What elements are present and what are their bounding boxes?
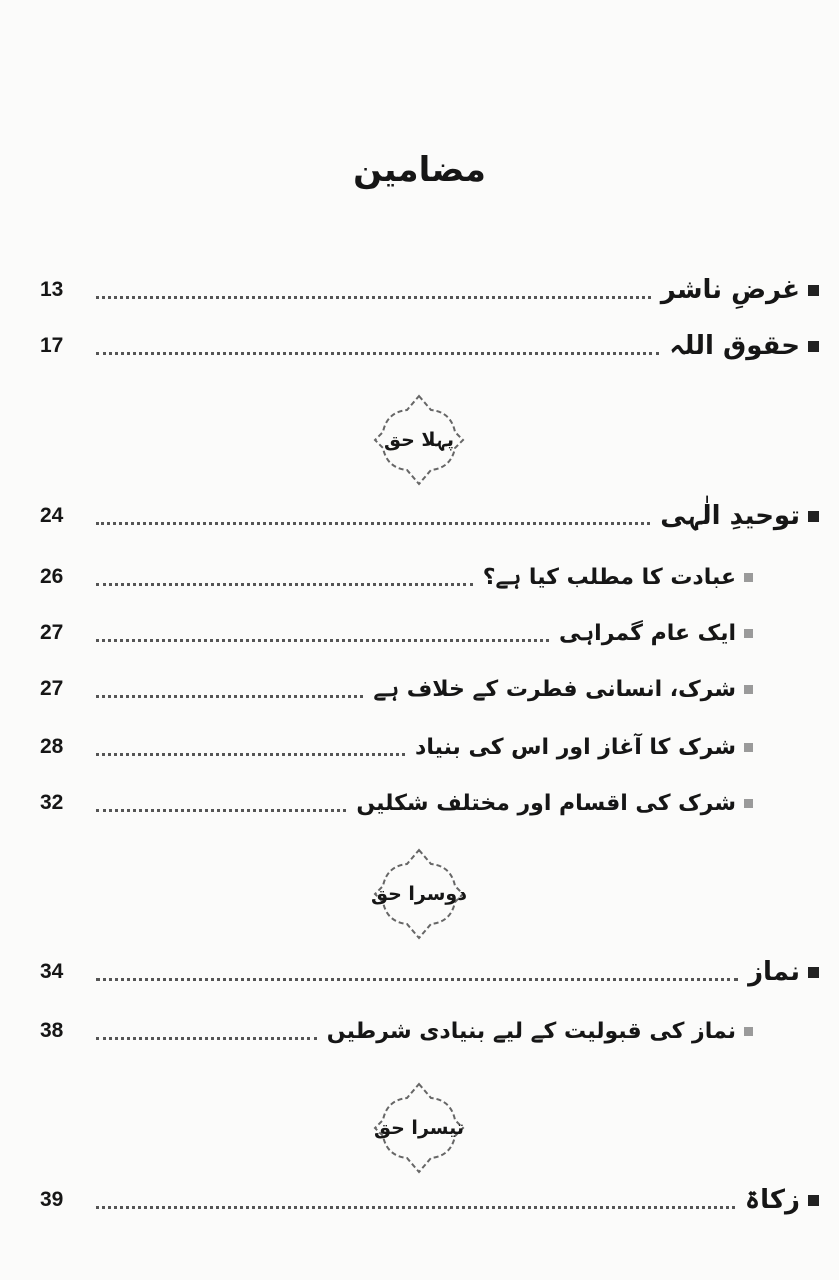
toc-page-number: 28 <box>40 735 64 758</box>
square-bullet-icon <box>744 743 753 752</box>
dot-leader <box>96 1037 317 1040</box>
toc-entry-title: شرک کی اقسام اور مختلف شکلیں <box>356 790 736 816</box>
toc-page-number: 34 <box>40 960 64 983</box>
toc-entry[interactable] <box>40 326 819 366</box>
toc-page-number: 13 <box>40 278 64 301</box>
square-bullet-icon <box>744 573 753 582</box>
toc-subentry[interactable] <box>40 727 753 767</box>
dot-leader <box>96 978 738 981</box>
toc-entry[interactable] <box>40 270 819 310</box>
section-badge <box>371 1080 467 1176</box>
dot-leader <box>96 809 346 812</box>
square-bullet-icon <box>808 1195 819 1206</box>
dot-leader <box>96 583 473 586</box>
square-bullet-icon <box>808 511 819 522</box>
toc-entry-title: شرک، انسانی فطرت کے خلاف ہے <box>373 676 736 702</box>
dot-leader <box>96 352 659 355</box>
square-bullet-icon <box>744 1027 753 1036</box>
square-bullet-icon <box>744 629 753 638</box>
section-label: تیسرا حق <box>374 1117 464 1139</box>
toc-subentry[interactable] <box>40 669 753 709</box>
dot-leader <box>96 695 363 698</box>
toc-page-number: 27 <box>40 621 64 644</box>
toc-entry-title: شرک کا آغاز اور اس کی بنیاد <box>415 734 736 760</box>
toc-entry-title: ایک عام گمراہی <box>559 620 736 646</box>
toc-page-number: 26 <box>40 565 64 588</box>
toc-subentry[interactable] <box>40 557 753 597</box>
square-bullet-icon <box>808 285 819 296</box>
toc-entry[interactable] <box>40 1180 819 1220</box>
toc-page-number: 27 <box>40 677 64 700</box>
square-bullet-icon <box>744 799 753 808</box>
section-label: دوسرا حق <box>370 883 467 905</box>
toc-entry-title: غرضِ ناشر <box>660 275 800 305</box>
toc-entry[interactable] <box>40 952 819 992</box>
toc-page-number: 32 <box>40 791 64 814</box>
section-label: پہلا حق <box>383 429 455 451</box>
page-title: مضامین <box>353 150 486 190</box>
toc-page-number: 17 <box>40 334 64 357</box>
toc-page-number: 39 <box>40 1188 64 1211</box>
toc-entry-title: توحیدِ الٰہی <box>660 501 800 531</box>
dot-leader <box>96 639 549 642</box>
section-badge <box>371 846 467 942</box>
toc-entry-title: زکاۃ <box>744 1185 800 1215</box>
square-bullet-icon <box>808 967 819 978</box>
dot-leader <box>96 1206 735 1209</box>
dot-leader <box>96 753 405 756</box>
toc-subentry[interactable] <box>40 1011 753 1051</box>
toc-entry-title: نماز کی قبولیت کے لیے بنیادی شرطیں <box>326 1018 736 1044</box>
square-bullet-icon <box>808 341 819 352</box>
toc-entry-title: نماز <box>748 957 800 987</box>
toc-subentry[interactable] <box>40 783 753 823</box>
toc-page-number: 38 <box>40 1019 64 1042</box>
toc-subentry[interactable] <box>40 613 753 653</box>
section-badge <box>371 392 467 488</box>
toc-entry-title: عبادت کا مطلب کیا ہے؟ <box>482 564 736 590</box>
toc-page-number: 24 <box>40 504 64 527</box>
dot-leader <box>96 522 650 525</box>
square-bullet-icon <box>744 685 753 694</box>
toc-entry[interactable] <box>40 496 819 536</box>
toc-entry-title: حقوق اللہ <box>669 331 800 361</box>
dot-leader <box>96 296 651 299</box>
